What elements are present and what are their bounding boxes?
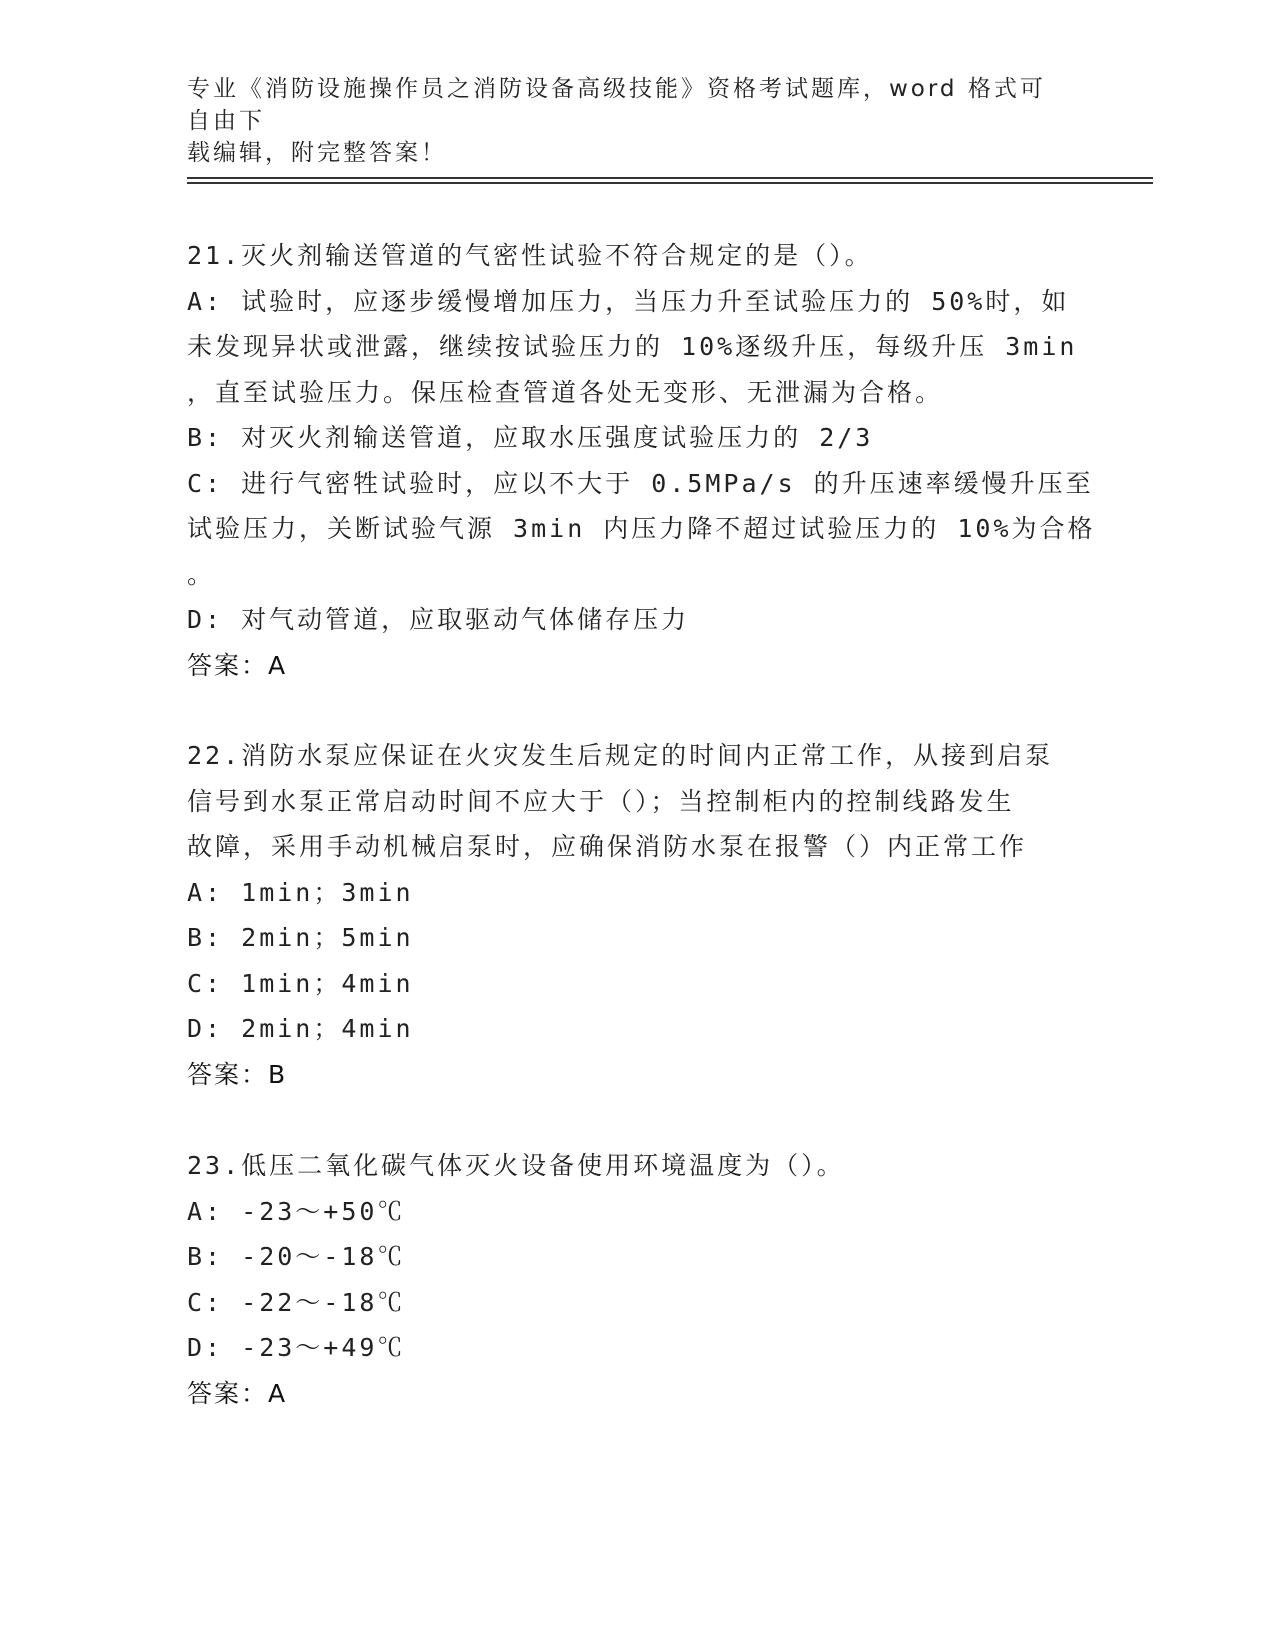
option-line: 未发现异状或泄露，继续按试验压力的 10%逐级升压，每级升压 3min: [187, 332, 1078, 361]
option-line: 。: [187, 559, 216, 589]
option-line: A: 1min；3min: [187, 877, 414, 907]
option-line: C: -22～-18℃: [187, 1287, 406, 1317]
question-23: [187, 1143, 1087, 1416]
question-stem-line: 23.低压二氧化碳气体灭火设备使用环境温度为（）。: [187, 1151, 845, 1180]
option-line: D: -23～+49℃: [187, 1333, 406, 1362]
question-21: [187, 233, 1096, 688]
option-line: ，直至试验压力。保压检查管道各处无变形、无泄漏为合格。: [187, 377, 944, 407]
option-line: C: 1min；4min: [187, 968, 414, 998]
option-line: B: 对灭火剂输送管道，应取水压强度试验压力的 2/3: [187, 423, 874, 452]
option-line: A: 试验时，应逐步缓慢增加压力，当压力升至试验压力的 50%时，如: [187, 286, 1070, 316]
option-line: C: 进行气密牲试验时，应以不大于 0.5MPa/s 的升压速率缓慢升压至: [187, 468, 1094, 498]
header-line-1: 专业《消防设施操作员之消防设备高级技能》资格考试题库，word 格式可自由下: [187, 76, 1046, 134]
question-stem-line: 21.灭火剂输送管道的气密性试验不符合规定的是（）。: [187, 241, 873, 270]
option-line: D: 对气动管道，应取驱动气体储存压力: [187, 605, 690, 634]
header-line-2: 载编辑，附完整答案！: [187, 140, 447, 166]
answer-label: 答案：B: [187, 1059, 288, 1089]
question-stem-line: 故障，采用手动机械启泵时，应确保消防水泵在报警（）内正常工作: [187, 832, 1028, 861]
option-line: 试验压力，关断试验气源 3min 内压力降不超过试验压力的 10%为合格: [187, 514, 1096, 543]
question-stem-line: 信号到水泵正常启动时间不应大于（）；当控制柜内的控制线路发生: [187, 786, 1015, 816]
header-divider-top: [187, 177, 1153, 179]
option-line: B: -20～-18℃: [187, 1242, 406, 1271]
question-stem-line: 22.消防水泵应保证在火灾发生后规定的时间内正常工作，从接到启泵: [187, 741, 1054, 770]
header-divider-bottom: [187, 182, 1153, 184]
option-line: B: 2min；5min: [187, 923, 414, 952]
document-header: [187, 73, 1067, 169]
answer-label: 答案：A: [187, 650, 288, 680]
option-line: A: -23～+50℃: [187, 1196, 406, 1226]
question-22: [187, 733, 1087, 1097]
option-line: D: 2min；4min: [187, 1014, 414, 1043]
answer-label: 答案：A: [187, 1378, 288, 1408]
